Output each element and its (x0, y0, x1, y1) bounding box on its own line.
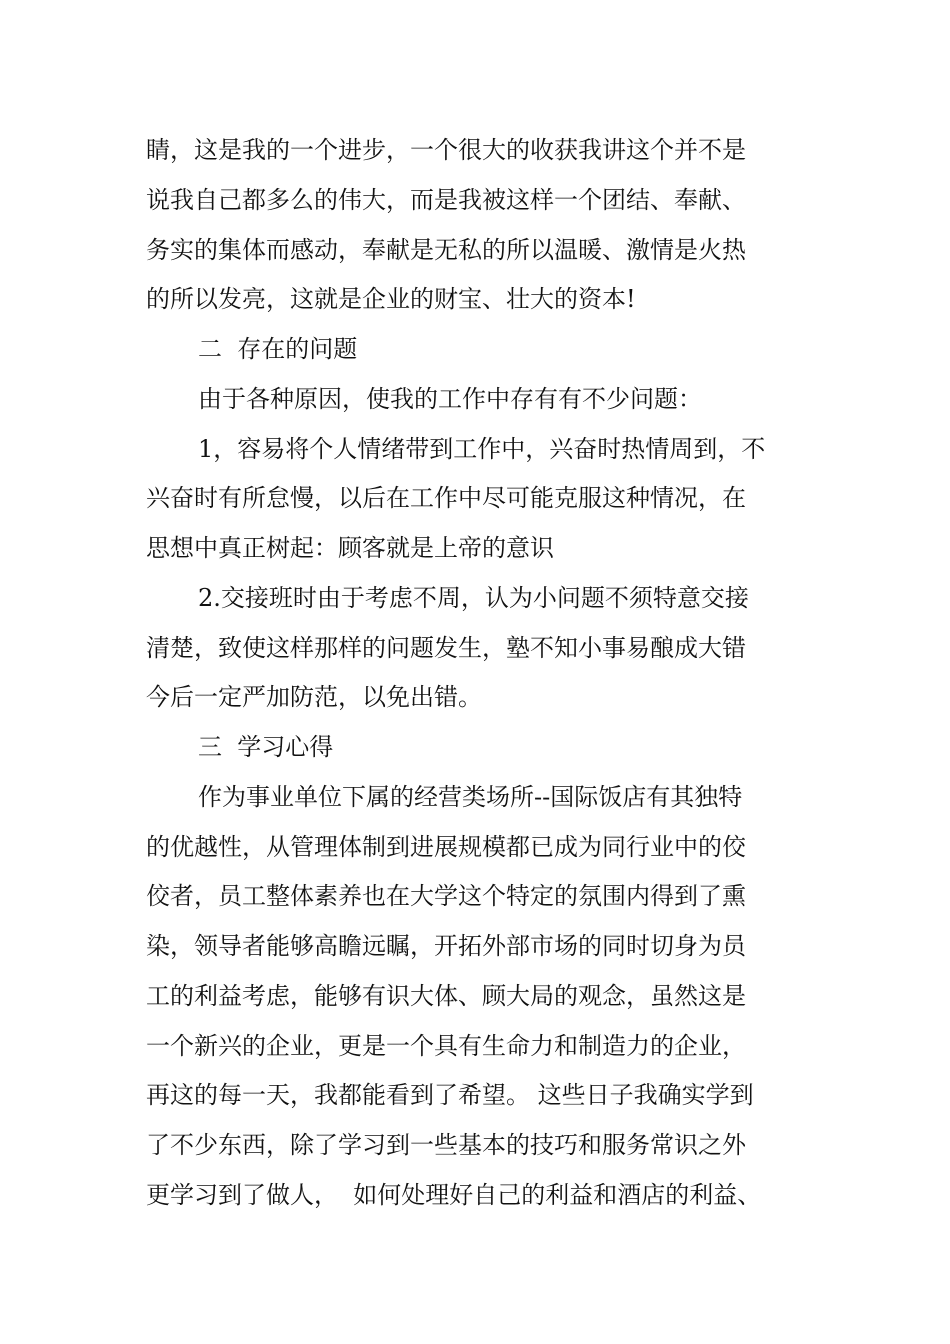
text-line: 工的利益考虑，能够有识大体、顾大局的观念，虽然这是 (146, 982, 746, 1010)
text-line: 兴奋时有所怠慢，以后在工作中尽可能克服这种情况，在 (146, 484, 746, 512)
text-line: 的优越性，从管理体制到进展规模都已成为同行业中的佼 (146, 833, 746, 861)
text-line: 一个新兴的企业，更是一个具有生命力和制造力的企业， (146, 1032, 746, 1060)
text-line: 思想中真正树起：顾客就是上帝的意识 (146, 534, 554, 562)
text-line: 作为事业单位下属的经营类场所--国际饭店有其独特 (198, 783, 743, 811)
text-line: 今后一定严加防范，以免出错。 (146, 683, 482, 711)
text-line: 佼者，员工整体素养也在大学这个特定的氛围内得到了熏 (146, 882, 746, 910)
text-line: 由于各种原因，使我的工作中存有有不少问题： (198, 385, 702, 413)
text-line: 睛，这是我的一个进步，一个很大的收获我讲这个并不是 (146, 136, 746, 164)
text-line: 再这的每一天，我都能看到了希望。 这些日子我确实学到 (146, 1081, 754, 1109)
text-line: 了不少东西，除了学习到一些基本的技巧和服务常识之外 (146, 1131, 746, 1159)
text-line: 染，领导者能够高瞻远瞩，开拓外部市场的同时切身为员 (146, 932, 746, 960)
text-line: 说我自己都多么的伟大，而是我被这样一个团结、奉献、 (146, 186, 746, 214)
text-line: 2.交接班时由于考虑不周，认为小问题不须特意交接 (198, 584, 749, 612)
text-line: 清楚，致使这样那样的问题发生，塾不知小事易酿成大错 (146, 634, 746, 662)
text-line: 1，容易将个人情绪带到工作中，兴奋时热情周到，不 (198, 435, 766, 463)
text-line: 更学习到了做人， 如何处理好自己的利益和酒店的利益、 (146, 1181, 762, 1209)
section-heading: 二 存在的问题 (198, 335, 358, 363)
text-line: 的所以发亮，这就是企业的财宝、壮大的资本! (146, 285, 636, 313)
section-heading: 三 学习心得 (198, 733, 334, 761)
text-line: 务实的集体而感动，奉献是无私的所以温暖、激情是火热 (146, 236, 746, 264)
